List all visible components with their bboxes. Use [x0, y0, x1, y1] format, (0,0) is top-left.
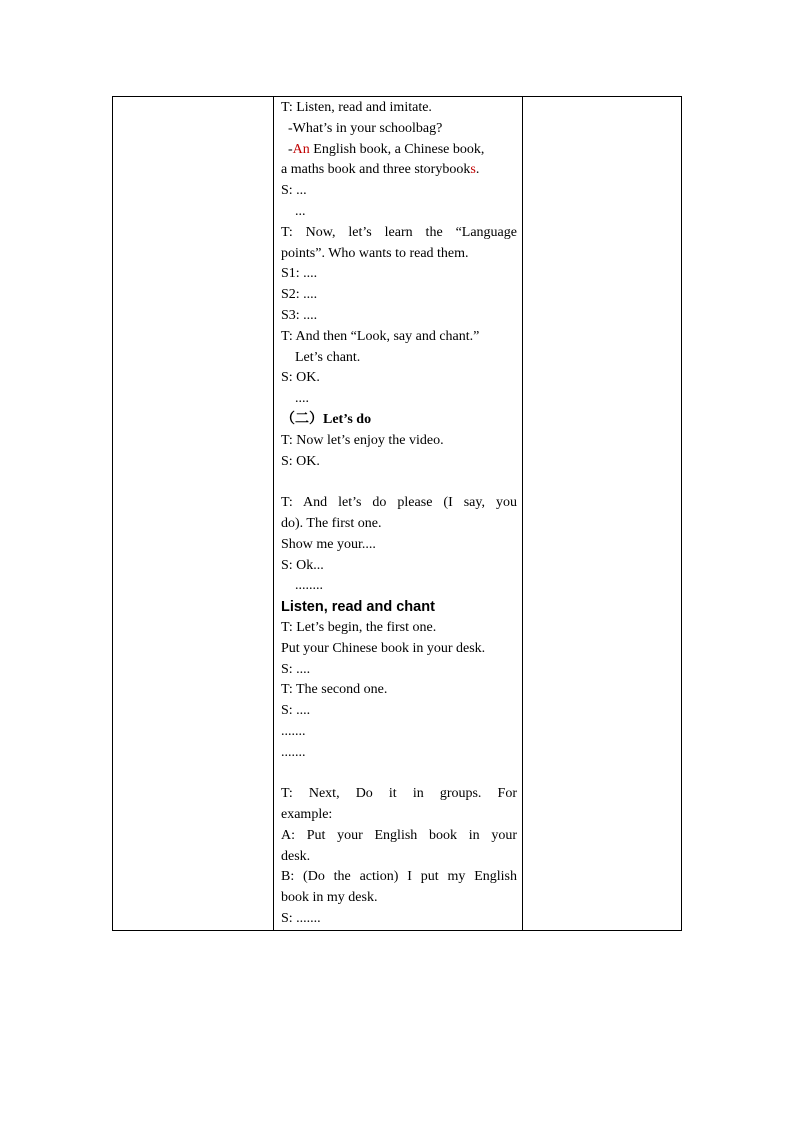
text-line: .......	[281, 744, 306, 760]
text-line: S3: ....	[281, 307, 318, 323]
text-line: S: OK.	[281, 370, 320, 386]
procedure-cell	[274, 97, 523, 931]
text-line: S: .......	[281, 911, 321, 927]
text-line: T: And let’s do please (I say, you	[281, 495, 517, 511]
text-line: S: ...	[281, 183, 307, 199]
text-line: T: Next, Do it in groups. For	[281, 786, 517, 802]
text-line: desk.	[281, 848, 311, 864]
text-line: ...	[281, 203, 306, 219]
text-line: ....	[281, 391, 309, 407]
text-line: ........	[281, 578, 323, 594]
text-line: S1: ....	[281, 266, 318, 282]
text-line: a maths book and three storybooks.	[281, 162, 480, 178]
table-row	[113, 97, 682, 931]
section-heading: Listen, read and chant	[281, 599, 435, 616]
text-line: T: Now, let’s learn the “Language	[281, 224, 517, 240]
text-line: -An English book, a Chinese book,	[281, 141, 485, 157]
text-line: points”. Who wants to read them.	[281, 245, 469, 261]
highlighted-text: An	[292, 141, 310, 157]
procedure-text	[274, 97, 522, 930]
text-line: B: (Do the action) I put my English	[281, 869, 517, 885]
text-line: S: OK.	[281, 453, 320, 469]
text-line: T: The second one.	[281, 682, 388, 698]
right-cell	[523, 97, 682, 931]
text-line: T: Listen, read and imitate.	[281, 100, 432, 115]
text-line: T: Let’s begin, the first one.	[281, 619, 437, 635]
blank-line	[281, 764, 517, 785]
section-heading: （二）Let’s do	[281, 411, 372, 427]
text-line: S2: ....	[281, 287, 318, 303]
text-line: S: Ok...	[281, 557, 324, 573]
text-line: S: ....	[281, 703, 311, 719]
text-line: do). The first one.	[281, 515, 382, 531]
text-line: T: Now let’s enjoy the video.	[281, 432, 444, 448]
highlighted-text: s	[470, 162, 476, 178]
text-line: .......	[281, 723, 306, 739]
left-cell	[113, 97, 274, 931]
lesson-plan-table	[112, 96, 682, 931]
text-line: Show me your....	[281, 536, 376, 552]
blank-line	[281, 472, 517, 493]
text-line: Put your Chinese book in your desk.	[281, 640, 486, 656]
text-line: A: Put your English book in your	[281, 827, 517, 843]
text-line: Let’s chant.	[281, 349, 361, 365]
text-line: example:	[281, 807, 333, 823]
text-line: book in my desk.	[281, 890, 378, 906]
text-line: S: ....	[281, 661, 311, 677]
text-line: -What’s in your schoolbag?	[281, 120, 443, 136]
text-line: T: And then “Look, say and chant.”	[281, 328, 480, 344]
